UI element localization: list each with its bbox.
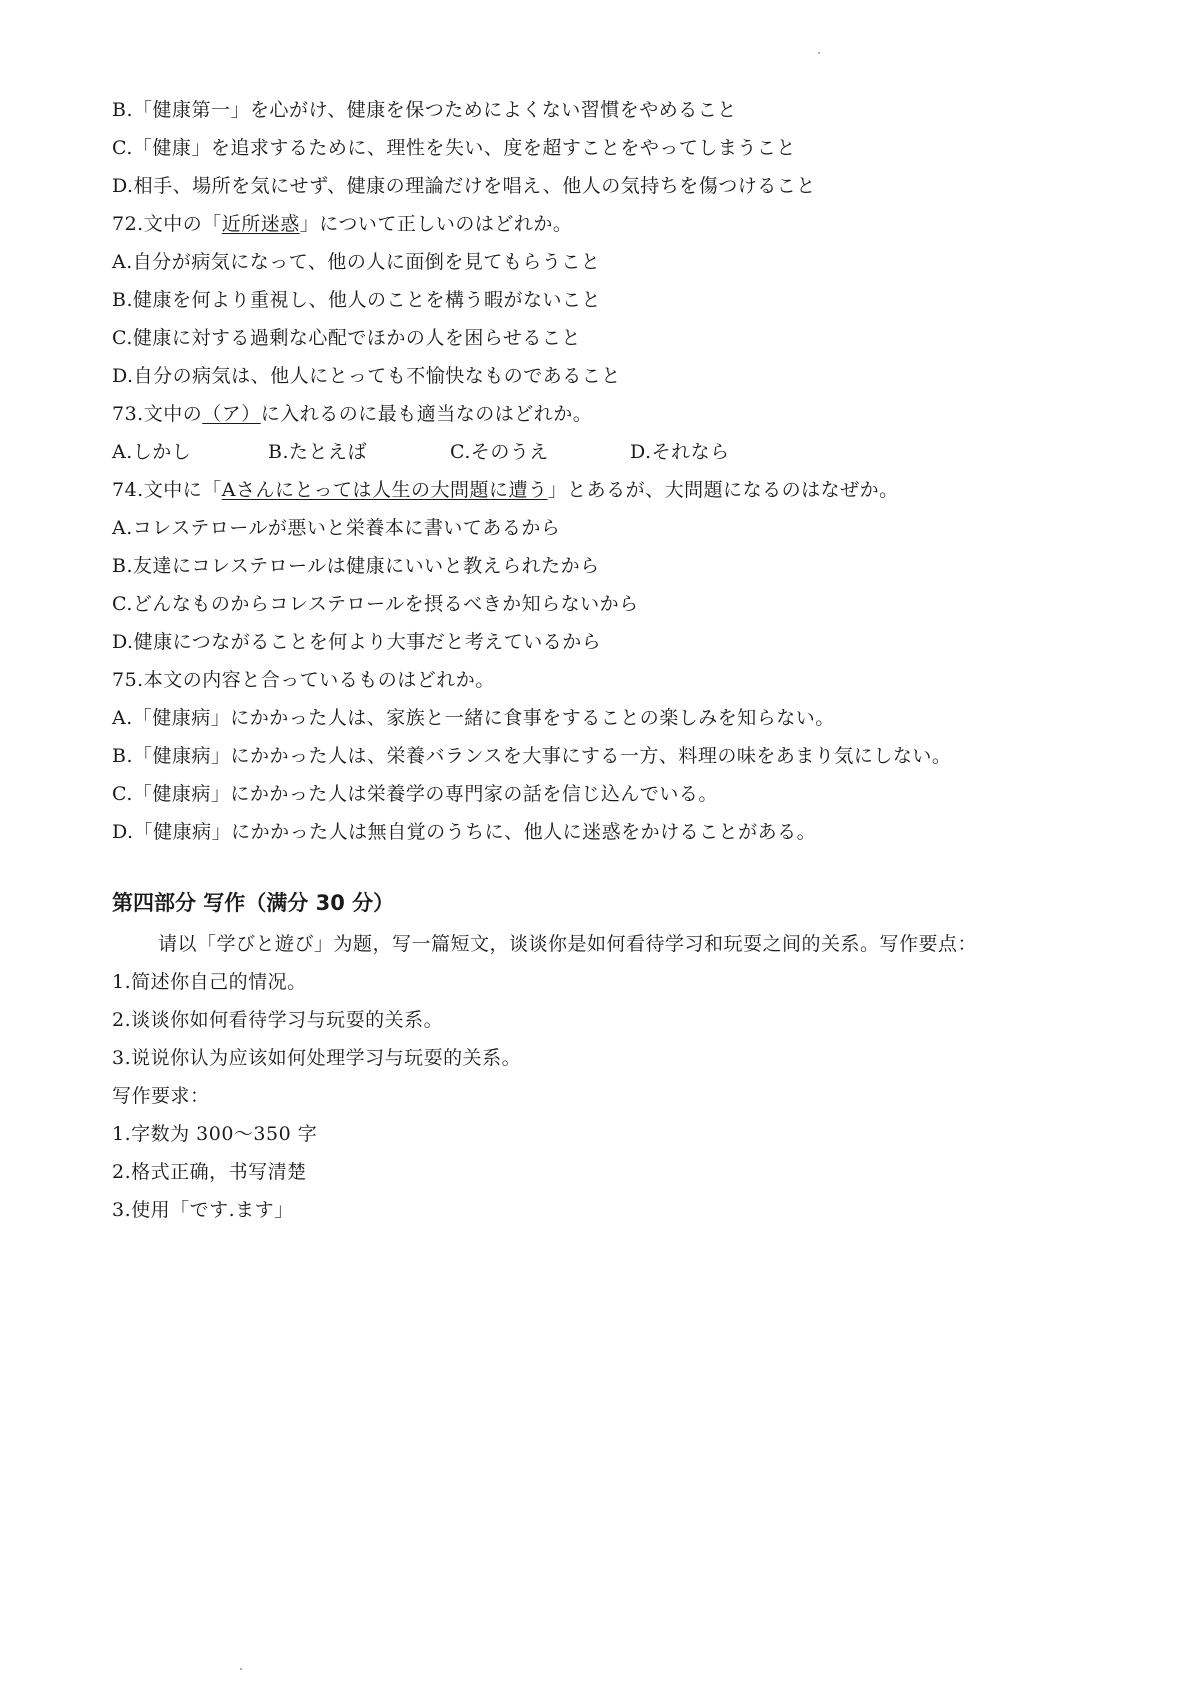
q73-option-c: C.そのうえ <box>450 441 549 463</box>
q73-stem <box>112 402 592 426</box>
q74-option-a: A.コレステロールが悪いと栄養本に書いてあるから <box>112 517 561 539</box>
q74-stem-prefix: 74.文中に「 <box>112 479 222 501</box>
q73-option-d: D.それなら <box>630 441 730 463</box>
q75-option-a: A.「健康病」にかかった人は、家族と一緒に食事をすることの楽しみを知らない。 <box>112 707 835 729</box>
q74-stem <box>112 478 899 502</box>
q72-option-a: A.自分が病気になって、他の人に面倒を見てもらうこと <box>112 251 601 273</box>
q74-option-d: D.健康につながることを何より大事だと考えているから <box>112 631 602 653</box>
q73-stem-suffix: に入れるのに最も適当なのはどれか。 <box>260 403 593 425</box>
writing-prompt: 请以「学びと遊び」为题，写一篇短文，谈谈你是如何看待学习和玩耍之间的关系。写作要点： <box>158 933 978 955</box>
q74-option-b: B.友達にコレステロールは健康にいいと教えられたから <box>112 555 600 577</box>
q73-option-b: B.たとえば <box>268 441 368 463</box>
q75-option-d: D.「健康病」にかかった人は無自覚のうちに、他人に迷惑をかけることがある。 <box>112 821 817 843</box>
q75-option-c: C.「健康病」にかかった人は栄養学の専門家の話を信じ込んでいる。 <box>112 783 718 805</box>
writing-point-1: 1.简述你自己的情况。 <box>112 971 307 993</box>
q74-underlined-phrase: Aさんにとっては人生の大問題に遭う <box>221 479 548 501</box>
q72-stem-prefix: 72.文中の「 <box>112 213 222 235</box>
q72-stem <box>112 212 572 236</box>
writing-point-2: 2.谈谈你如何看待学习与玩耍的关系。 <box>112 1009 444 1031</box>
q74-stem-suffix: 」とあるが、大問題になるのはなぜか。 <box>547 479 899 501</box>
q74-option-c: C.どんなものからコレステロールを摂るべきか知らないから <box>112 593 639 615</box>
writing-requirement-2: 2.格式正确，书写清楚 <box>112 1161 307 1183</box>
q73-blank-marker: （ア） <box>202 403 261 425</box>
q72-option-c: C.健康に対する過剰な心配でほかの人を困らせること <box>112 327 581 349</box>
writing-requirement-1: 1.字数为 300～350 字 <box>112 1123 318 1145</box>
q71-option-b: B.「健康第一」を心がけ、健康を保つためによくない習慣をやめること <box>112 99 737 121</box>
writing-point-3: 3.说说你认为应该如何处理学习与玩耍的关系。 <box>112 1047 522 1069</box>
q73-option-a: A.しかし <box>112 441 192 463</box>
q71-option-d: D.相手、場所を気にせず、健康の理論だけを唱え、他人の気持ちを傷つけること <box>112 175 816 197</box>
scan-speck <box>240 1668 242 1670</box>
q75-option-b: B.「健康病」にかかった人は、栄養バランスを大事にする一方、料理の味をあまり気にしない。 <box>112 745 952 767</box>
q72-stem-suffix: 」について正しいのはどれか。 <box>299 213 573 235</box>
writing-requirement-3: 3.使用「です.ます」 <box>112 1199 294 1221</box>
q72-option-b: B.健康を何より重視し、他人のことを構う暇がないこと <box>112 289 602 311</box>
q75-stem: 75.本文の内容と合っているものはどれか。 <box>112 669 495 691</box>
q73-stem-prefix: 73.文中の <box>112 403 203 425</box>
q72-option-d: D.自分の病気は、他人にとっても不愉快なものであること <box>112 365 621 387</box>
writing-section-title: 第四部分 写作（满分 30 分） <box>112 891 395 915</box>
q72-underlined-term: 近所迷惑 <box>221 213 300 235</box>
writing-requirements-title: 写作要求： <box>112 1085 210 1107</box>
scan-speck <box>818 52 820 54</box>
q71-option-c: C.「健康」を追求するために、理性を失い、度を超すことをやってしまうこと <box>112 137 796 159</box>
